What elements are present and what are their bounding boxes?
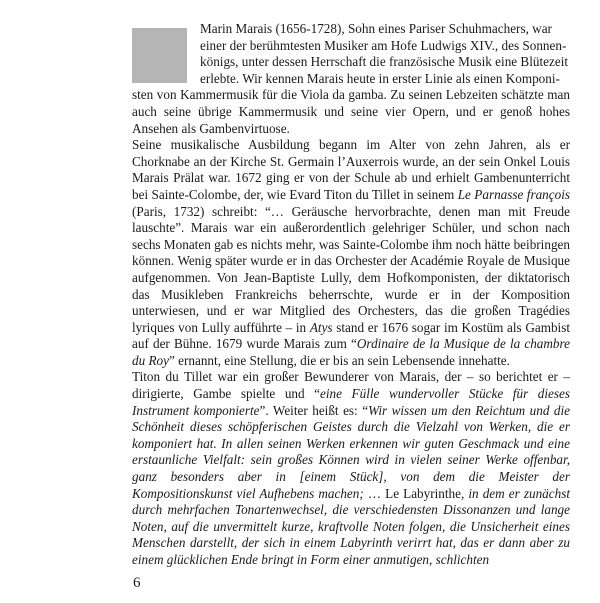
intro-line: Marin Marais (1656-1728), Sohn eines Pariser Schuhmachers, war [200,21,552,36]
page-number: 6 [133,575,141,591]
intro-line: einer der berühmtesten Musiker am Hofe Ludwigs XIV., des Sonnen- [200,37,567,53]
paragraph-1-continuation: sten von Kammermusik für die Viola da gamba. Zu seinen Lebzeiten schätzte man auch seine übrige Kammermusik und seine vier Opern, und er genoß hohes Ansehen als Gambenvirtuose. [132,87,570,136]
intro-lines [200,21,570,87]
intro-line: erlebte. Wir kennen Marais heute in erster Linie als einen Komponi- [200,70,560,86]
paragraph-3: Titon du Tillet war ein großer Bewunderer von Marais, der – so berichtet er – dirigierte, Gambe spielte und “eine Fülle wundervoller Stücke für dieses Instrument komponierte”. Weiter heißt es: “Wir wissen um den Reichtum und die Schönheit dieses schöpferischen Geistes durch die Vielzahl von Werken, die er komponiert hat. In allen seinen Werken erkennen wir guten Geschmack und eine erstaunliche Vielfalt: sein großes Können wird in vielen seiner Werke offenbar, ganz besonders aber in [einem Stück], von dem die Meister der Kompositionskunst viel Aufhebens machen; … Le Labyrinthe, in dem er zunächst durch mehrfachen Tonartenwechsel, die verschiedensten Dissonanzen und lange Noten, auf die unvermittelt kurze, kraftvolle Noten folgen, die Unsicherheit eines Menschen darstellt, der sich in einem Labyrinth verirrt hat, das er dann aber zu einem glücklichen Ende bringt in Form einer anmutigen, schlichten [132,369,571,567]
paragraph-2: Seine musikalische Ausbildung begann im Alter von zehn Jahren, als er Chorknabe an der Kirche St. Germain l’Auxerrois wurde, an der sein Onkel Louis Marais Prälat war. 1672 ging er von der Schule ab und erhielt Gambenunterricht bei Sainte-Colombe, der, wie Evard Titon du Tillet in seinem Le Parnasse françois (Paris, 1732) schreibt: “… Geräusche hervorbrachte, denen man mit Freude lauschte”. Marais war ein außerordentlich gelehriger Schüler, und schon nach sechs Monaten gab es nichts mehr, was Sainte-Colombe ihm noch hätte beibringen können. Wenig später wurde er in das Orchester der Académie Royale de Musique aufgenommen. Von Jean-Baptiste Lully, dem Hofkomponisten, der diktatorisch das Musikleben Frankreichs beherrschte, wurde er in der Komposition unterwiesen, und er war Mitglied des Orchesters, das die großen Tragédies lyriques von Lully aufführte – in Atys stand er 1676 sogar im Kostüm als Gambist auf der Bühne. 1679 wurde Marais zum “Ordinaire de la Musique de la chambre du Roy” ernannt, eine Stellung, die er bis an sein Lebensende innehatte. [132,137,571,368]
body-text [132,21,570,569]
intro-line: königs, unter dessen Herrschaft die französische Musik eine Blütezeit [200,54,569,70]
